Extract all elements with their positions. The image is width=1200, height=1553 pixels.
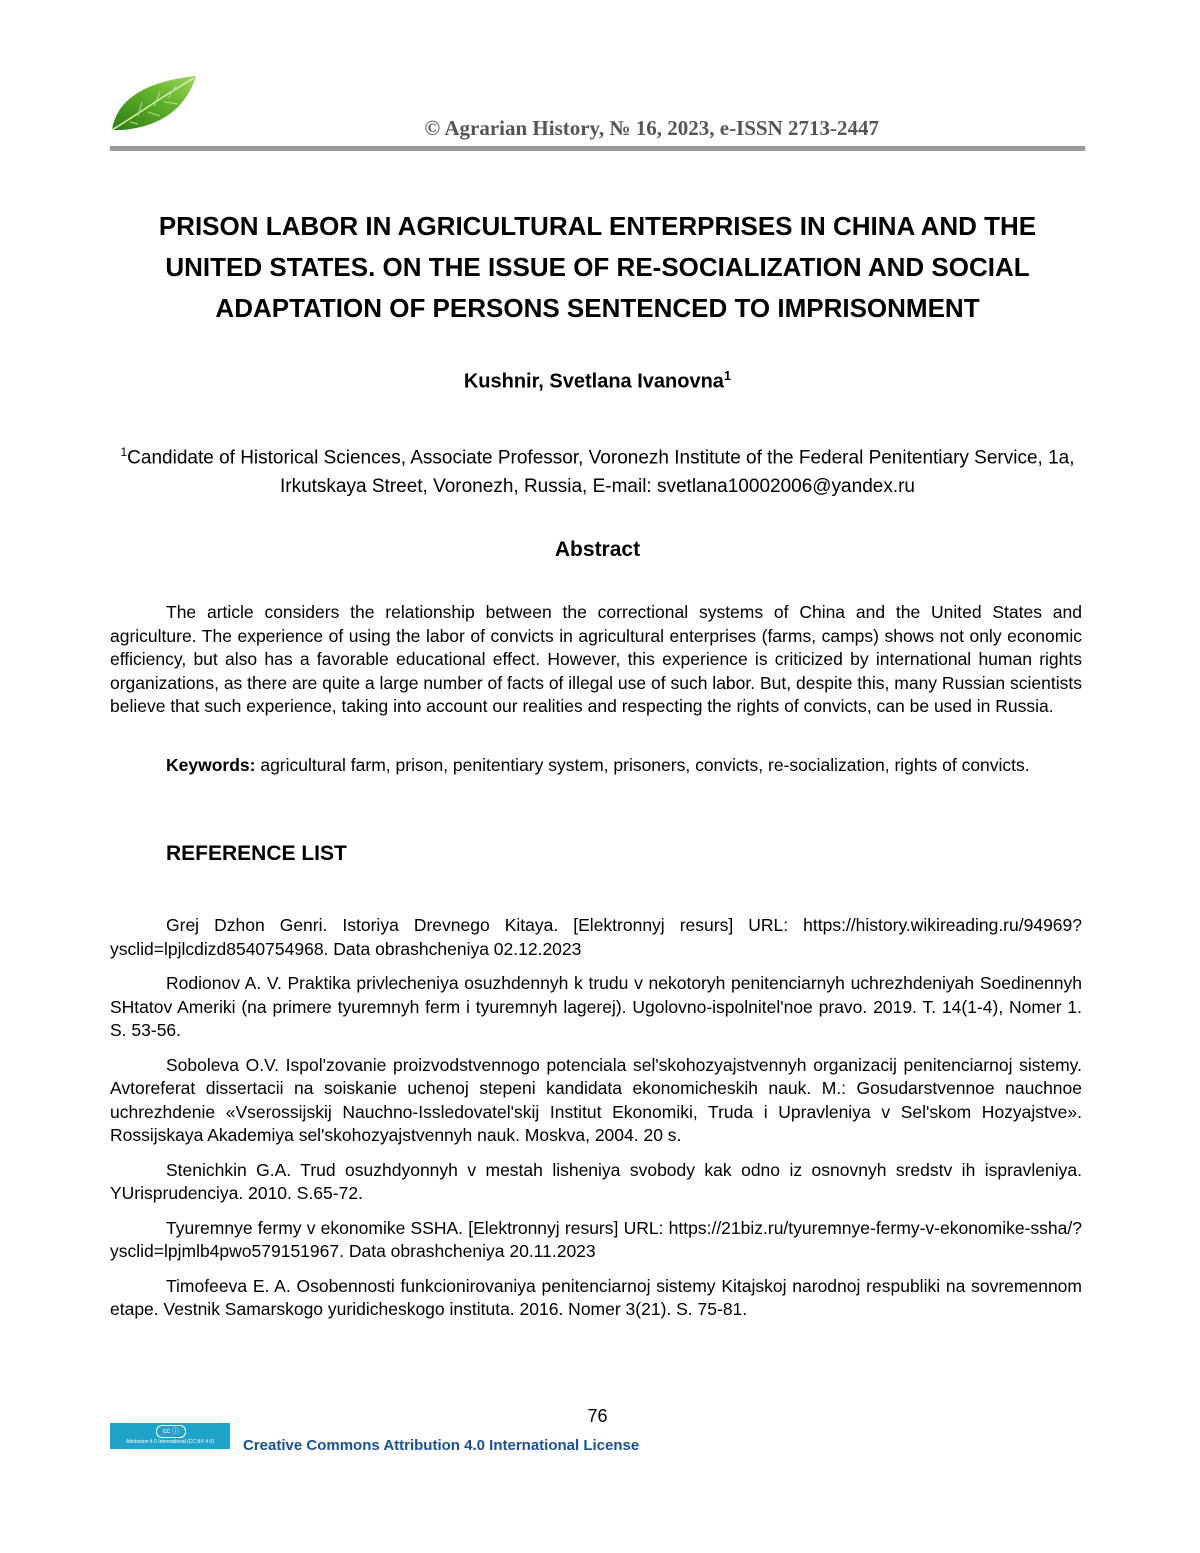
affiliation-text: Candidate of Historical Sciences, Associate Professor, Voronezh Institute of the Federal Penitentiary Service, 1a, Irkutskaya Street, Voronezh, Russia, E-mail: svetlana10002006@yandex.ru [127,447,1075,498]
cc-symbol: cc ⓘ [156,1425,186,1438]
cc-badge-text: Attribution 4.0 International (CC BY 4.0) [125,1439,214,1445]
reference-item: Grej Dzhon Genri. Istoriya Drevnego Kitaya. [Elektronnyj resurs] URL: https://history.wikireading.ru/94969?ysclid=lpjlcdizd8540754968. Data obrashcheniya 02.12.2023 [110,915,1082,959]
header-rule [110,146,1085,151]
reference-item: Rodionov A. V. Praktika privlecheniya osuzhdennyh k trudu v nekotoryh penitenciarnyh uchrezhdeniyah Soedinennyh SHtatov Ameriki (na primere tyuremnyh ferm i tyuremnyh lagerej). Ugolovno-ispolnitel'noe pravo. 2019. T. 14(1-4), Nomer 1. S. 53-56. [110,973,1082,1040]
page-number: 76 [587,1406,608,1426]
author-superscript: 1 [723,368,732,383]
author-line [110,368,1085,394]
article-title: PRISON LABOR IN AGRICULTURAL ENTERPRISES IN CHINA AND THE UNITED STATES. ON THE ISSUE OF RE-SOCIALIZATION AND SOCIAL ADAPTATION OF PERSONS SENTENCED TO IMPRISONMENT [158,211,1037,323]
reference-list [110,914,1082,1333]
reference-item: Timofeeva E. A. Osobennosti funkcionirovaniya penitenciarnoj sistemy Kitajskoj narodnoj respubliki na sovremennom etape. Vestnik Samarskogo yuridicheskogo instituta. 2016. Nomer 3(21). S. 75-81. [110,1275,1082,1319]
reference-item: Stenichkin G.A. Trud osuzhdyonnyh v mestah lisheniya svobody kak odno iz osnovnyh sredstv ih ispravleniya. YUrisprudenciya. 2010. S.65-72. [110,1159,1082,1203]
journal-header: © Agrarian History, № 16, 2023, e-ISSN 2713-2447 [424,116,879,140]
cc-by-icon[interactable] [110,1423,230,1449]
keywords-text: agricultural farm, prison, penitentiary system, prisoners, convicts, re-socialization, rights of convicts. [255,755,1030,775]
reference-item: Soboleva O.V. Ispol'zovanie proizvodstvennogo potenciala sel'skohozyajstvennyh organizacij penitenciarnoj sistemy. Avtoreferat dissertacii na soiskanie uchenoj stepeni kandidata ekonomicheskih nauk. M.: Gosudarstvennoe nauchnoe uchrezhdenie «Vserossijskij Nauchno-Issledovatel'skij Institut Ekonomiki, Truda i Upravleniya v Sel'skom Hozyajstve». Rossijskaya Akademiya sel'skohozyajstvennyh nauk. Moskva, 2004. 20 s. [110,1054,1082,1145]
abstract-text: The article considers the relationship between the correctional systems of China and the United States and agriculture. The experience of using the labor of convicts in agricultural enterprises (farms, camps) shows not only economic efficiency, but also has a favorable educational effect. However, this experience is criticized by international human rights organizations, as there are quite a large number of facts of illegal use of such labor. But, despite this, many Russian scientists believe that such experience, taking into account our realities and respecting the rights of convicts, can be used in Russia. [110,602,1082,716]
affiliation-superscript: 1 [120,445,128,459]
author-name: Kushnir, Svetlana Ivanovna [463,370,724,393]
affiliation [110,438,1085,501]
keywords-label: Keywords: [166,755,256,775]
reference-item: Tyuremnye fermy v ekonomike SSHA. [Elektronnyj resurs] URL: https://21biz.ru/tyuremnye-fermy-v-ekonomike-ssha/?ysclid=lpjmlb4pwo579151967. Data obrashcheniya 20.11.2023 [110,1217,1082,1261]
license-link[interactable]: Creative Commons Attribution 4.0 International License [243,1437,640,1454]
abstract-heading: Abstract [554,538,641,561]
reference-list-heading: REFERENCE LIST [166,842,347,865]
keywords [110,754,1082,778]
